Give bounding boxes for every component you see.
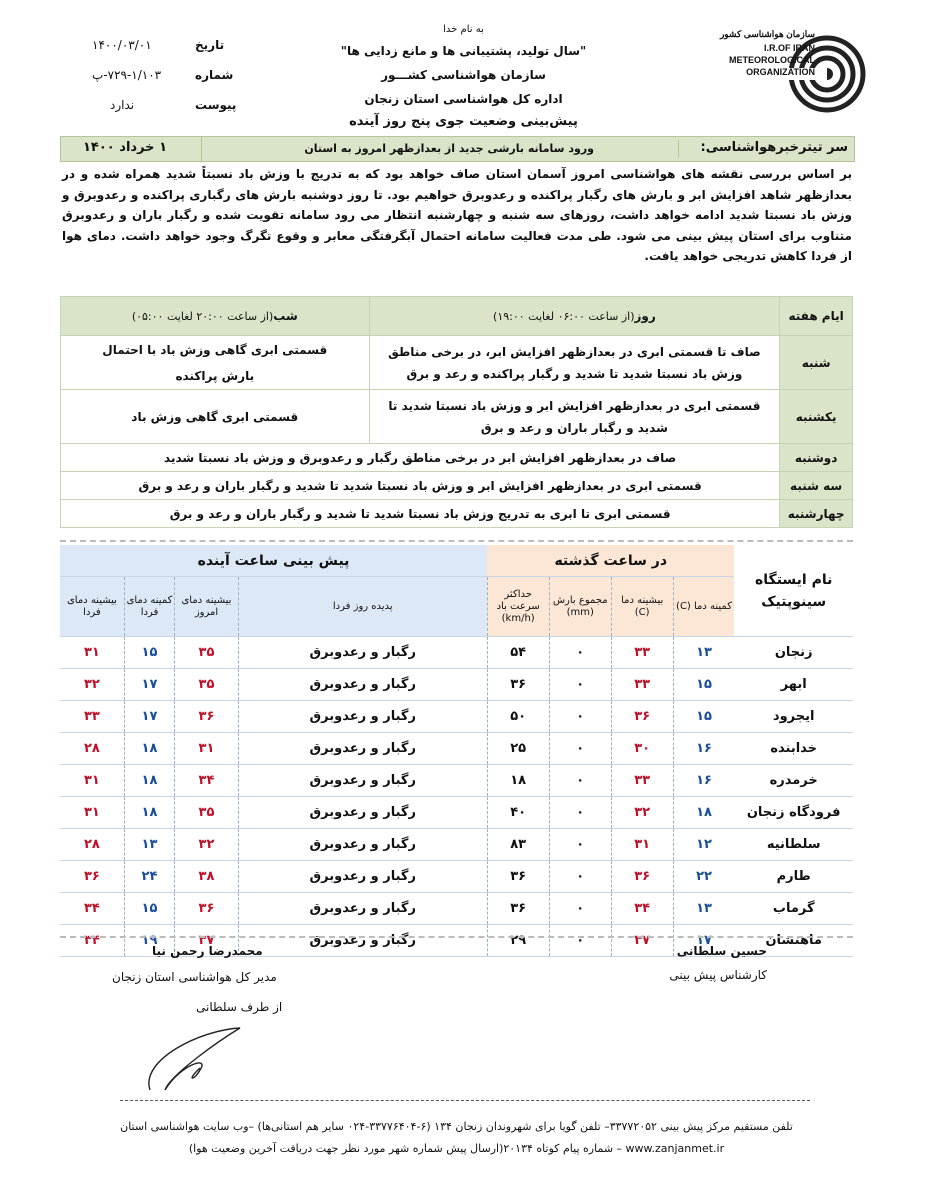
night-forecast: قسمتی ابری گاهی وزش باد — [61, 390, 370, 444]
tomorrow-min-temp: ۱۸ — [124, 765, 174, 797]
slogan: "سال تولید، پشتیبانی ها و مانع زدایی ها" — [340, 44, 587, 58]
past-max-temp: ۳۳ — [611, 765, 673, 797]
headline-bar — [60, 136, 855, 162]
station-name: طارم — [734, 861, 853, 893]
daytime-forecast: قسمتی ابری در بعدازظهر افزایش ابر و وزش باد نسبتا شدید تا شدید و رگبار باران و رعد و برق — [369, 390, 780, 444]
headline-text: ورود سامانه بارشی جدید از بعدازظهر امروز به استان — [304, 142, 594, 155]
today-max-temp: ۳۵ — [175, 637, 239, 669]
col-night-header: شب(از ساعت ۲۰:۰۰ لغایت ۰۵:۰۰) — [61, 297, 370, 336]
future-col-max-tomorrow: بیشینه دمای فردا — [60, 577, 124, 637]
future-col-max-today: بیشینه دمای امروز — [175, 577, 239, 637]
table-row — [60, 733, 853, 765]
past-min-temp: ۱۳ — [673, 637, 734, 669]
footer-divider — [120, 1100, 810, 1101]
past-col-rain: مجموع بارش (mm) — [549, 577, 611, 637]
tomorrow-min-temp: ۱۳ — [124, 829, 174, 861]
headline-label: سر تیترخبرهواشناسی: — [700, 140, 848, 155]
tomorrow-min-temp: ۱۵ — [124, 893, 174, 925]
footer-line-2: www.zanjanmet.ir – شماره پیام کوتاه ۲۰۱۳۴(ارسال پیش شماره شهر مورد نظر جهت دریافت آخرین وضعیت هوا) — [188, 1142, 725, 1155]
signature-icon — [140, 1020, 250, 1100]
bismillah: به نام خدا — [443, 24, 484, 35]
past-rain: ۰ — [549, 733, 611, 765]
past-wind: ۱۸ — [487, 765, 549, 797]
future-col-phenomenon: پدیده روز فردا — [238, 577, 487, 637]
past-max-temp: ۳۷ — [611, 925, 673, 957]
day-name: دوشنبه — [780, 444, 853, 472]
forecaster-role: کارشناس پیش بینی — [669, 968, 767, 982]
org-name: سازمان هواشناسی کشـــور — [381, 68, 546, 82]
today-max-temp: ۳۶ — [175, 701, 239, 733]
today-max-temp: ۳۷ — [175, 925, 239, 957]
station-name: زنجان — [734, 637, 853, 669]
tomorrow-phenomenon: رگبار و رعدوبرق — [238, 637, 487, 669]
footer-line-1: تلفن مستقیم مرکز پیش بینی ۳۳۷۷۲۰۵۲– تلفن گویا برای شهروندان زنجان ۱۳۴ (۶-۳۳۷۷۶۴۰۴-۰۲۴ سایر هم استانی‌ها) –وب سایت هواشناسی استان — [120, 1120, 793, 1133]
table-row — [60, 861, 853, 893]
col-day-header: روز(از ساعت ۰۶:۰۰ لغایت ۱۹:۰۰) — [369, 297, 780, 336]
past-wind: ۳۶ — [487, 669, 549, 701]
tomorrow-min-temp: ۱۸ — [124, 797, 174, 829]
attachment-value: ندارد — [110, 98, 135, 112]
table-row — [60, 765, 853, 797]
table-row — [60, 701, 853, 733]
station-name: خرمدره — [734, 765, 853, 797]
tomorrow-phenomenon: رگبار و رعدوبرق — [238, 733, 487, 765]
today-max-temp: ۳۸ — [175, 861, 239, 893]
tomorrow-min-temp: ۱۵ — [124, 637, 174, 669]
past-wind: ۳۶ — [487, 893, 549, 925]
table-row — [60, 893, 853, 925]
future-col-min-tomorrow: کمینه دمای فردا — [124, 577, 174, 637]
past-wind: ۴۰ — [487, 797, 549, 829]
past-wind: ۵۰ — [487, 701, 549, 733]
past-rain: ۰ — [549, 925, 611, 957]
past-max-temp: ۳۰ — [611, 733, 673, 765]
past-rain: ۰ — [549, 669, 611, 701]
past-max-temp: ۳۶ — [611, 701, 673, 733]
past-wind: ۲۵ — [487, 733, 549, 765]
station-name: خدابنده — [734, 733, 853, 765]
today-max-temp: ۳۱ — [175, 733, 239, 765]
past-wind: ۲۹ — [487, 925, 549, 957]
number-label: شماره — [195, 68, 234, 82]
past-col-max: بیشینه دما (C) — [611, 577, 673, 637]
day-name: چهارشنبه — [780, 500, 853, 528]
station-name: گرماب — [734, 893, 853, 925]
past-max-temp: ۳۱ — [611, 829, 673, 861]
logo-text-en-3: ORGANIZATION — [746, 67, 815, 77]
past-max-temp: ۳۴ — [611, 893, 673, 925]
date-label: تاریخ — [195, 38, 225, 52]
past-min-temp: ۱۸ — [673, 797, 734, 829]
tomorrow-phenomenon: رگبار و رعدوبرق — [238, 861, 487, 893]
tomorrow-max-temp: ۳۱ — [60, 637, 124, 669]
tomorrow-max-temp: ۲۸ — [60, 733, 124, 765]
today-max-temp: ۳۲ — [175, 829, 239, 861]
daytime-forecast: صاف تا قسمتی ابری در بعدازظهر افزایش ابر، در برخی مناطق وزش باد نسبتا شدید تا شدید و رگبار پراکنده و رعد و برق — [369, 336, 780, 390]
tomorrow-min-temp: ۱۷ — [124, 669, 174, 701]
past-rain: ۰ — [549, 829, 611, 861]
merged-forecast: قسمتی ابری در بعدازظهر افزایش ابر و وزش باد نسبتا شدید تا شدید و رگبار باران و رعد و برق — [61, 472, 780, 500]
date-value: ۱۴۰۰/۰۳/۰۱ — [92, 38, 152, 52]
past-wind: ۸۳ — [487, 829, 549, 861]
forecast-paragraph: بر اساس بررسی نقشه های هواشناسی امروز آسمان استان صاف خواهد بود که به تدریج با وزش باد نسبتاً شدید همراه شده و در بعدازظهر شاهد افزایش ابر و بارش های رگبار پراکنده و رعدوبرق خواهیم بود. تا روز دوشنبه بارش های رگباری پراکنده و رعدوبرق و وزش باد نسبتا شدید ادامه خواهد داشت، روزهای سه شنبه و چهارشنبه انتظار می رود سامانه تقویت شده و رگبار باران و رعدوبرق متناوب برای استان پیش بینی می شود. طی مدت فعالیت سامانه احتمال آبگرفتگی معابر و وقوع تگرگ وجود خواهد داشت. دمای هوا از فردا کاهش تدریجی خواهد یافت. — [62, 167, 852, 263]
tomorrow-phenomenon: رگبار و رعدوبرق — [238, 925, 487, 957]
merged-forecast: قسمتی ابری تا ابری به تدریج وزش باد نسبتا شدید تا شدید و رگبار باران و رعد و برق — [61, 500, 780, 528]
logo-text-en-1: I.R.OF IRAN — [764, 43, 815, 53]
past-min-temp: ۱۷ — [673, 925, 734, 957]
past-max-temp: ۳۳ — [611, 669, 673, 701]
past-min-temp: ۲۲ — [673, 861, 734, 893]
today-max-temp: ۳۵ — [175, 797, 239, 829]
merged-forecast: صاف در بعدازظهر افزایش ابر در برخی مناطق رگبار و رعدوبرق و وزش باد نسبتا شدید — [61, 444, 780, 472]
tomorrow-min-temp: ۱۹ — [124, 925, 174, 957]
table-row — [60, 829, 853, 861]
forecaster-name: حسین سلطانی — [676, 944, 767, 958]
tomorrow-max-temp: ۳۴ — [60, 925, 124, 957]
tomorrow-min-temp: ۱۸ — [124, 733, 174, 765]
past-rain: ۰ — [549, 701, 611, 733]
table-row — [60, 797, 853, 829]
past-wind: ۳۶ — [487, 861, 549, 893]
past-wind: ۵۴ — [487, 637, 549, 669]
tomorrow-phenomenon: رگبار و رعدوبرق — [238, 893, 487, 925]
director-name: محمدرضا رحمن نیا — [152, 944, 263, 958]
stations-table — [60, 545, 853, 957]
past-min-temp: ۱۶ — [673, 765, 734, 797]
past-col-wind: حداکثر سرعت باد (km/h) — [487, 577, 549, 637]
tomorrow-max-temp: ۳۱ — [60, 765, 124, 797]
table-row — [60, 669, 853, 701]
past-col-min: کمینه دما (C) — [673, 577, 734, 637]
station-name: ابهر — [734, 669, 853, 701]
tomorrow-phenomenon: رگبار و رعدوبرق — [238, 829, 487, 861]
past-min-temp: ۱۵ — [673, 701, 734, 733]
day-name: شنبه — [780, 336, 853, 390]
today-max-temp: ۳۴ — [175, 765, 239, 797]
tomorrow-max-temp: ۳۳ — [60, 701, 124, 733]
tomorrow-min-temp: ۱۷ — [124, 701, 174, 733]
future-hours-header: پیش بینی ساعت آینده — [60, 545, 487, 577]
col-days-header: ایام هفته — [780, 297, 853, 336]
col-station-header: نام ایستگاه سینوپتیک — [734, 545, 853, 637]
tomorrow-max-temp: ۳۱ — [60, 797, 124, 829]
past-max-temp: ۳۲ — [611, 797, 673, 829]
today-max-temp: ۳۶ — [175, 893, 239, 925]
past-hours-header: در ساعت گذشته — [487, 545, 734, 577]
tomorrow-max-temp: ۳۲ — [60, 669, 124, 701]
tomorrow-phenomenon: رگبار و رعدوبرق — [238, 765, 487, 797]
logo-text-en-2: METEOROLOGICAL — [729, 55, 815, 65]
divider — [60, 936, 853, 938]
past-min-temp: ۱۵ — [673, 669, 734, 701]
past-min-temp: ۱۲ — [673, 829, 734, 861]
past-rain: ۰ — [549, 861, 611, 893]
station-name: ماهنشان — [734, 925, 853, 957]
office-name: اداره کل هواشناسی استان زنجان — [364, 92, 563, 106]
tomorrow-phenomenon: رگبار و رعدوبرق — [238, 797, 487, 829]
past-max-temp: ۳۳ — [611, 637, 673, 669]
tomorrow-max-temp: ۲۸ — [60, 829, 124, 861]
director-note: از طرف سلطانی — [196, 1000, 283, 1014]
past-min-temp: ۱۶ — [673, 733, 734, 765]
tomorrow-max-temp: ۳۴ — [60, 893, 124, 925]
past-rain: ۰ — [549, 797, 611, 829]
tomorrow-max-temp: ۳۶ — [60, 861, 124, 893]
attachment-label: پیوست — [195, 98, 237, 112]
tomorrow-min-temp: ۲۴ — [124, 861, 174, 893]
divider — [60, 540, 853, 542]
past-rain: ۰ — [549, 893, 611, 925]
headline-date: ۱ خرداد ۱۴۰۰ — [83, 140, 167, 155]
number-value: ۷۲۹-۱/۱۰۳-پ — [92, 68, 162, 82]
page-title: پیش‌بینی وضعیت جوی پنج روز آینده — [349, 114, 578, 129]
table-row — [60, 637, 853, 669]
station-name: فرودگاه زنجان — [734, 797, 853, 829]
logo-text-fa: سازمان هواشناسی کشور — [719, 29, 815, 39]
past-rain: ۰ — [549, 637, 611, 669]
weekly-forecast-table — [60, 296, 853, 528]
night-forecast: قسمتی ابری گاهی وزش باد با احتمال بارش پراکنده — [61, 336, 370, 390]
tomorrow-phenomenon: رگبار و رعدوبرق — [238, 669, 487, 701]
station-name: ایجرود — [734, 701, 853, 733]
past-rain: ۰ — [549, 765, 611, 797]
past-max-temp: ۳۶ — [611, 861, 673, 893]
director-role: مدیر کل هواشناسی استان زنجان — [112, 970, 277, 984]
tomorrow-phenomenon: رگبار و رعدوبرق — [238, 701, 487, 733]
day-name: سه شنبه — [780, 472, 853, 500]
station-name: سلطانیه — [734, 829, 853, 861]
past-min-temp: ۱۳ — [673, 893, 734, 925]
day-name: یکشنبه — [780, 390, 853, 444]
today-max-temp: ۳۵ — [175, 669, 239, 701]
